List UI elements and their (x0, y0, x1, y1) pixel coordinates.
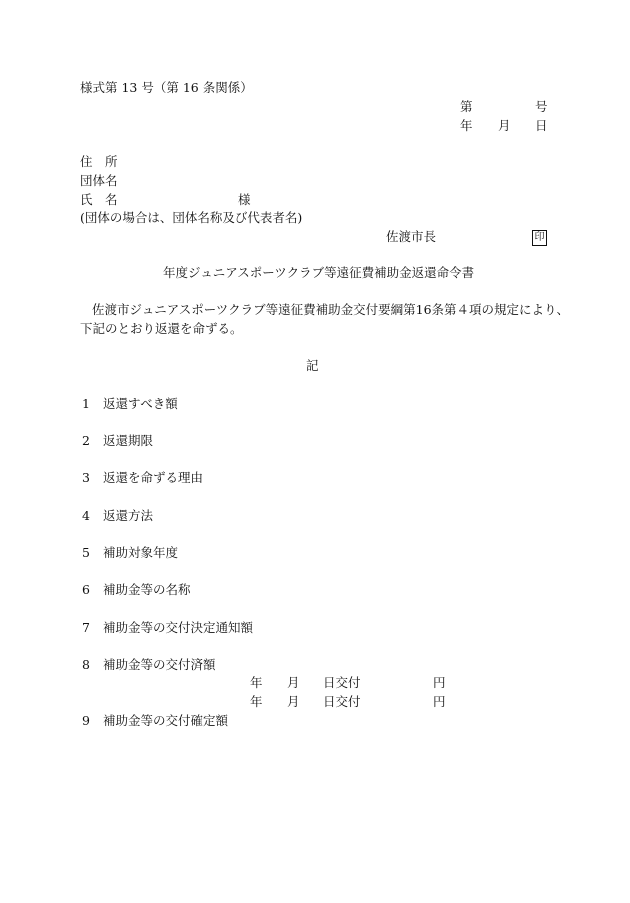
date-year: 年 (460, 118, 473, 133)
item-number: 1 (82, 396, 90, 411)
date-month: 月 (498, 118, 511, 133)
group-name-label: 団体名 (80, 173, 118, 188)
ki-heading: 記 (306, 358, 319, 373)
form-number: 様式第 13 号（第 16 条関係） (80, 80, 253, 95)
payment-yen: 円 (433, 694, 446, 709)
group-note: (団体の場合は、団体名称及び代表者名) (80, 210, 303, 225)
payment-year: 年 (250, 675, 263, 690)
payment-yen: 円 (433, 675, 446, 690)
document-title: 年度ジュニアスポーツクラブ等遠征費補助金返還命令書 (163, 265, 475, 280)
item-number: 3 (82, 470, 90, 485)
body-line-2: 下記のとおり返還を命ずる。 (80, 321, 243, 336)
item-label: 返還方法 (103, 508, 154, 523)
address-label: 住 所 (80, 154, 118, 169)
name-label: 氏 名 (80, 192, 118, 207)
item-number: 7 (82, 620, 90, 635)
payment-day: 日交付 (323, 675, 361, 690)
body-line-1: 佐渡市ジュニアスポーツクラブ等遠征費補助金交付要綱第16条第４項の規定により、 (92, 302, 570, 317)
item-label: 補助金等の交付確定額 (103, 713, 229, 728)
item-label: 返還を命ずる理由 (103, 470, 204, 485)
item-number: 9 (82, 713, 90, 728)
item-label: 補助金等の名称 (103, 582, 191, 597)
payment-month: 月 (287, 675, 300, 690)
seal-box: 印 (532, 230, 547, 246)
doc-number-prefix: 第 (460, 99, 473, 114)
item-label: 返還期限 (103, 433, 154, 448)
payment-year: 年 (250, 694, 263, 709)
item-label: 補助対象年度 (103, 545, 179, 560)
payment-month: 月 (287, 694, 300, 709)
honorific: 様 (238, 192, 251, 207)
issuer-title: 佐渡市長 (386, 229, 437, 244)
item-number: 2 (82, 433, 90, 448)
item-number: 5 (82, 545, 90, 560)
item-number: 8 (82, 657, 90, 672)
item-number: 4 (82, 508, 90, 523)
item-number: 6 (82, 582, 90, 597)
payment-day: 日交付 (323, 694, 361, 709)
item-label: 補助金等の交付決定通知額 (103, 620, 254, 635)
doc-number-suffix: 号 (535, 99, 548, 114)
item-label: 返還すべき額 (103, 396, 178, 411)
date-day: 日 (535, 118, 548, 133)
item-label: 補助金等の交付済額 (103, 657, 216, 672)
